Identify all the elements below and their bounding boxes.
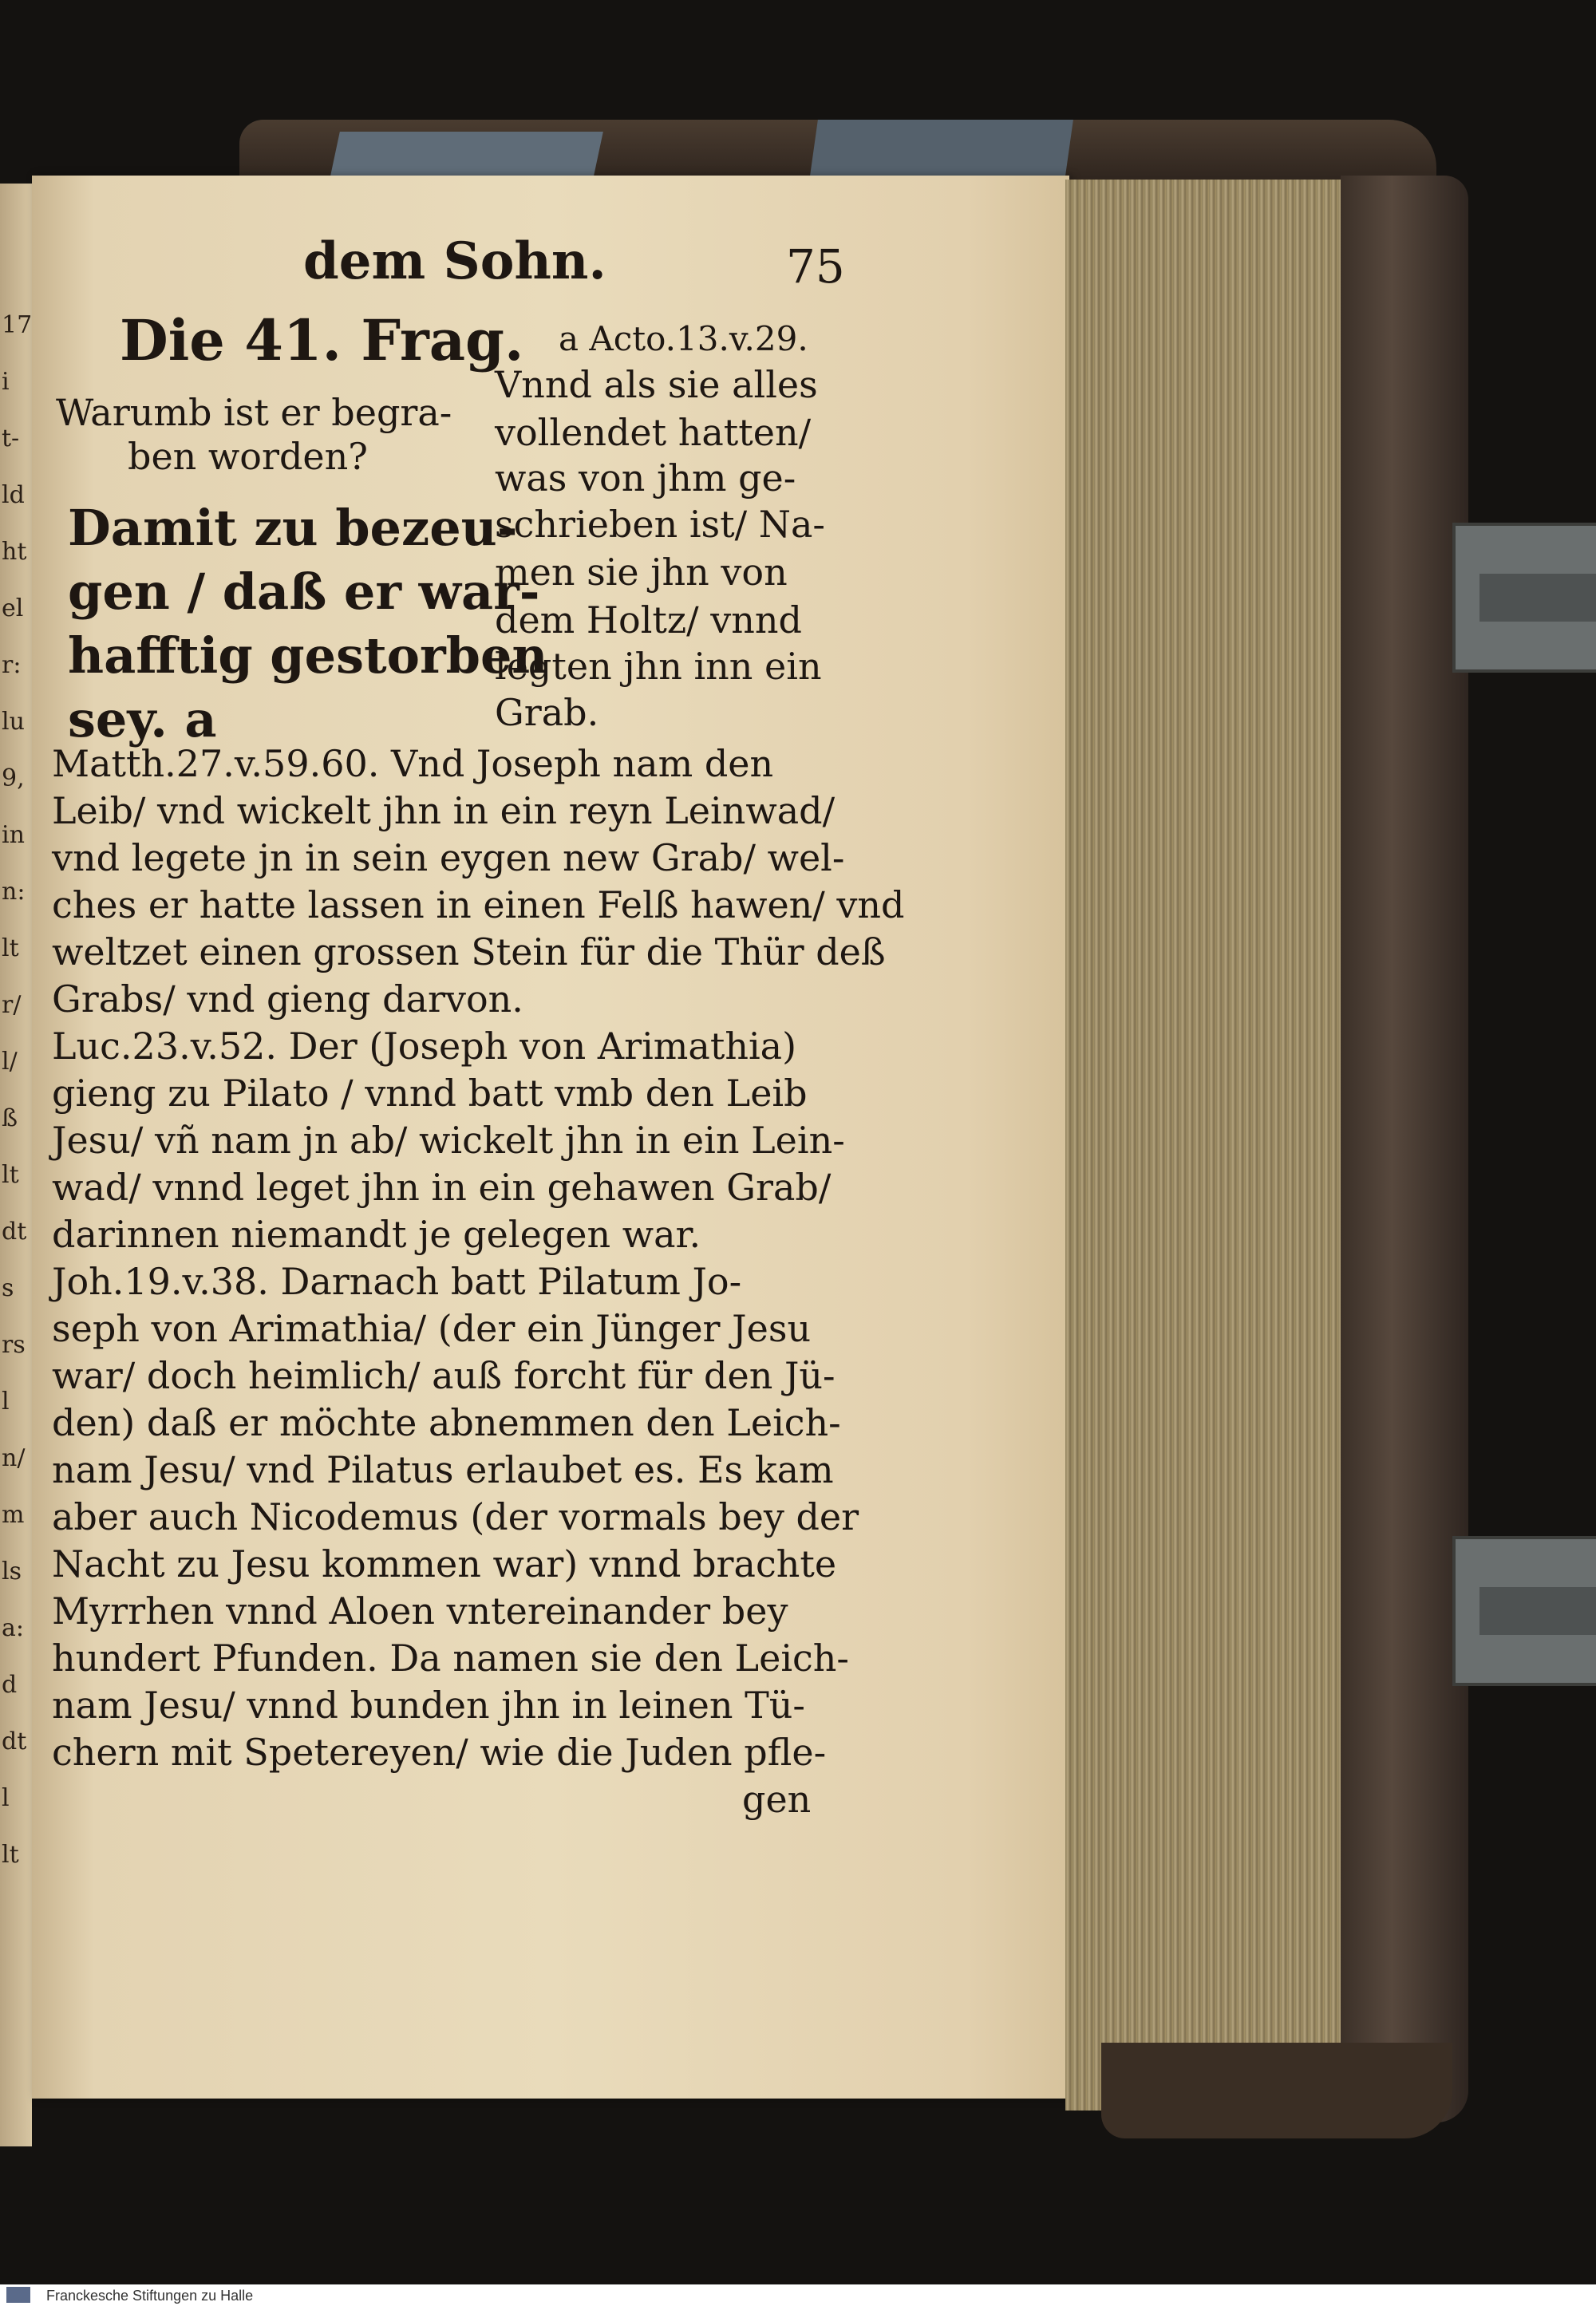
margin-fragment: l [2, 1388, 10, 1416]
book-clasp-upper [1452, 523, 1596, 673]
footer-bar [0, 2284, 1596, 2306]
running-header: dem Sohn. [303, 231, 606, 291]
previous-page-edge [0, 184, 32, 2146]
right-column-line: men sie jhn von [495, 551, 788, 594]
margin-fragment: dt [2, 1728, 27, 1755]
book-cover-side [1341, 176, 1468, 2122]
margin-fragment: dt [2, 1218, 27, 1246]
margin-fragment: in [2, 821, 25, 849]
margin-fragment: 9, [2, 764, 25, 792]
footer-label: Franckesche Stiftungen zu Halle [46, 2288, 254, 2304]
cover-clasp-top-right [810, 120, 1073, 176]
margin-fragment: s [2, 1274, 14, 1302]
margin-fragment: 17 [2, 311, 33, 339]
body-line: Nacht zu Jesu kommen war) vnnd brachte [52, 1542, 837, 1585]
body-line: Luc.23.v.52. Der (Joseph von Arimathia) [52, 1025, 797, 1068]
margin-fragment: m [2, 1501, 25, 1529]
book-cover-bottom [1101, 2043, 1452, 2138]
body-line: weltzet einen grossen Stein für die Thür deß [52, 930, 886, 973]
body-line: Leib/ vnd wickelt jhn in ein reyn Leinwad/ [52, 789, 836, 832]
body-line: ches er hatte lassen in einen Felß hawen/ vnd [52, 883, 905, 926]
body-line: darinnen niemandt je gelegen war. [52, 1213, 701, 1256]
right-column-line: Vnnd als sie alles [495, 363, 818, 406]
body-line: nam Jesu/ vnnd bunden jhn in leinen Tü- [52, 1684, 805, 1727]
body-line: Matth.27.v.59.60. Vnd Joseph nam den [52, 742, 774, 785]
question-line: ben worden? [128, 435, 368, 478]
right-column-line: Grab. [495, 691, 599, 734]
margin-fragment: d [2, 1671, 18, 1699]
margin-fragment: n/ [2, 1444, 26, 1472]
body-line: nam Jesu/ vnd Pilatus erlaubet es. Es kam [52, 1448, 834, 1491]
answer-line: gen / daß er war- [68, 563, 540, 621]
body-line: chern mit Spetereyen/ wie die Juden pfle- [52, 1731, 827, 1774]
margin-fragment: t- [2, 424, 20, 452]
question-line: Warumb ist er begra- [56, 391, 452, 434]
right-column-line: dem Holtz/ vnnd [495, 598, 802, 642]
margin-fragment: ls [2, 1558, 22, 1585]
margin-fragment: el [2, 594, 24, 622]
margin-fragment: r: [2, 651, 22, 679]
body-line: seph von Arimathia/ (der ein Jünger Jesu [52, 1307, 812, 1350]
answer-line: Damit zu bezeu- [68, 499, 518, 557]
body-line: vnd legete jn in sein eygen new Grab/ wel- [52, 836, 845, 879]
margin-fragment: i [2, 368, 10, 396]
margin-fragment: l [2, 1784, 10, 1812]
body-line: Grabs/ vnd gieng darvon. [52, 977, 523, 1021]
right-column-line: schrieben ist/ Na- [495, 503, 825, 546]
right-column-line: was von jhm ge- [495, 456, 796, 500]
margin-fragment: r/ [2, 991, 22, 1019]
margin-fragment: a: [2, 1614, 24, 1642]
body-line: gen [742, 1778, 812, 1821]
margin-fragment: n: [2, 878, 26, 906]
margin-fragment: l/ [2, 1048, 18, 1076]
body-line: Joh.19.v.38. Darnach batt Pilatum Jo- [52, 1260, 742, 1303]
body-line: hundert Pfunden. Da namen sie den Leich- [52, 1637, 849, 1680]
margin-fragment: rs [2, 1331, 26, 1359]
body-line: den) daß er möchte abnemmen den Leich- [52, 1401, 841, 1444]
answer-line: sey. a [68, 690, 217, 748]
body-line: wad/ vnnd leget jhn in ein gehawen Grab/ [52, 1166, 832, 1209]
margin-fragment: lt [2, 1161, 19, 1189]
right-column-line: vollendet hatten/ [495, 411, 812, 454]
margin-fragment: lu [2, 708, 25, 736]
right-column-line: legten jhn inn ein [495, 645, 822, 688]
body-line: Jesu/ vñ nam jn ab/ wickelt jhn in ein Lein- [52, 1119, 845, 1162]
page-fore-edge [1065, 180, 1362, 2111]
margin-fragment: ß [2, 1104, 18, 1132]
book-clasp-lower [1452, 1536, 1596, 1686]
marginal-reference: a Acto.13.v.29. [559, 319, 808, 358]
margin-fragment: ht [2, 538, 27, 566]
margin-fragment: lt [2, 934, 19, 962]
page-number: 75 [786, 239, 845, 294]
margin-fragment: ld [2, 481, 25, 509]
institution-logo-icon [6, 2287, 30, 2303]
body-line: Myrrhen vnnd Aloen vntereinander bey [52, 1589, 788, 1633]
answer-line: hafftig gestorben [68, 626, 548, 685]
question-title: Die 41. Frag. [120, 307, 524, 373]
margin-fragment: lt [2, 1841, 19, 1869]
body-line: gieng zu Pilato / vnnd batt vmb den Leib [52, 1072, 808, 1115]
body-line: aber auch Nicodemus (der vormals bey der [52, 1495, 859, 1538]
body-line: war/ doch heimlich/ auß forcht für den Jü- [52, 1354, 836, 1397]
cover-clasp-top-left [330, 132, 603, 176]
